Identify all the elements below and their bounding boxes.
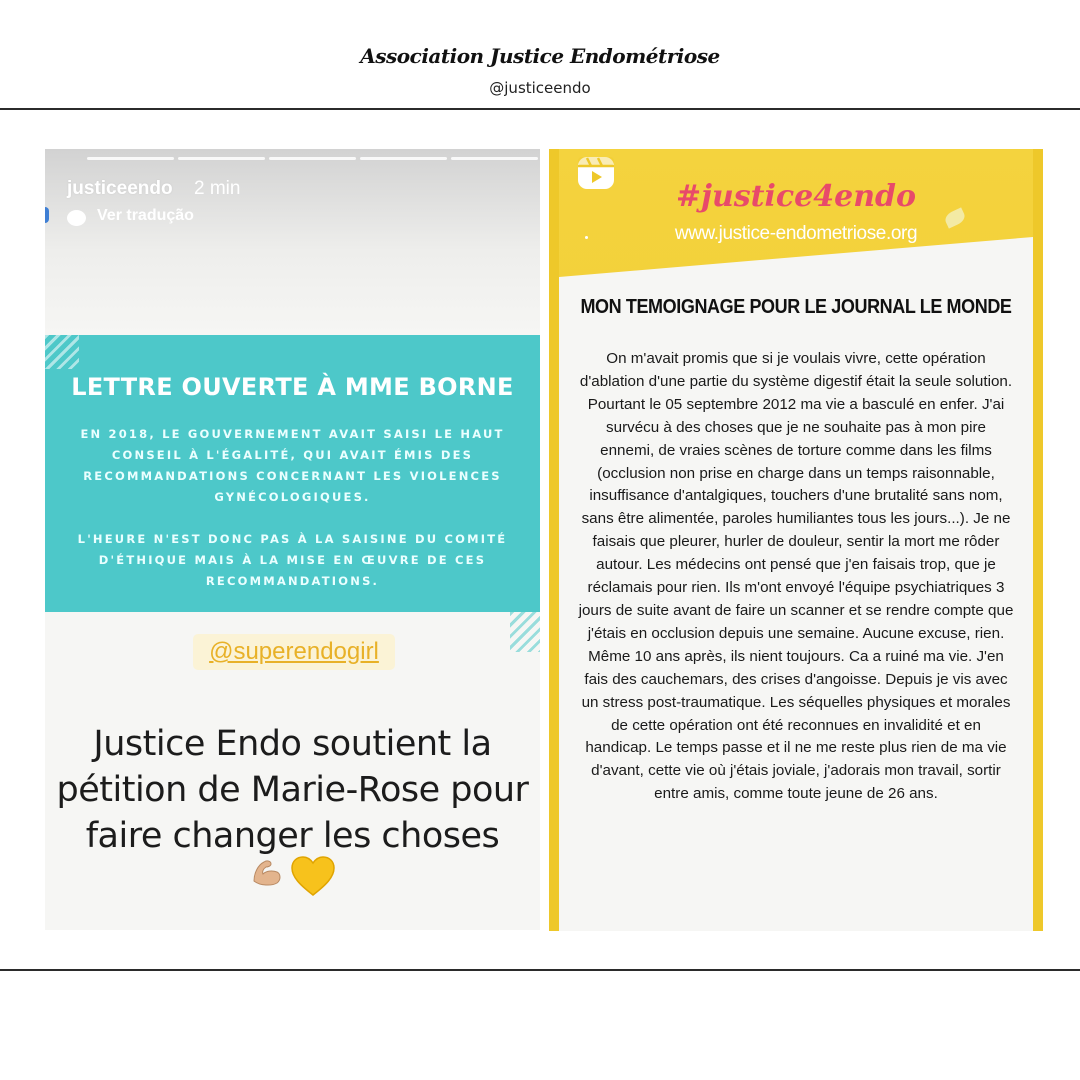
story-header [45, 149, 540, 335]
caption-line: faire changer les choses [85, 816, 500, 856]
reel-screenshot [549, 149, 1043, 931]
story-progress-bar [87, 157, 538, 160]
account-handle: @justiceendo [489, 79, 591, 97]
page-title: Association Justice Endométriose [360, 44, 720, 68]
hashtag: #justice4endo [675, 179, 917, 214]
open-letter-card [45, 335, 540, 612]
top-divider [0, 108, 1080, 110]
caption-line: Justice Endo soutient la [93, 724, 492, 764]
testimony-heading: MON TEMOIGNAGE POUR LE JOURNAL LE MONDE [580, 294, 1012, 318]
decorative-stripes [45, 335, 79, 369]
emoji-row [45, 855, 540, 897]
story-screenshot [45, 149, 540, 930]
speech-bubble-icon [67, 210, 86, 226]
mention-sticker[interactable]: @superendogirl [193, 634, 395, 670]
open-letter-title: LETTRE OUVERTE À MME BORNE [71, 373, 514, 401]
open-letter-paragraph: L'HEURE N'EST DONC PAS À LA SAISINE DU COMITÉ D'ÉTHIQUE MAIS À LA MISE EN ŒUVRE DE CES RECOMMANDATIONS. [77, 532, 508, 588]
flexed-biceps-icon [250, 855, 284, 889]
avatar[interactable] [45, 207, 49, 223]
translate-link[interactable]: Ver tradução [97, 207, 194, 224]
story-caption [45, 721, 540, 859]
website-url: www.justice-endometriose.org [674, 223, 918, 244]
story-timestamp: 2 min [194, 178, 241, 199]
caption-line: pétition de Marie-Rose pour [56, 770, 529, 810]
bottom-divider [0, 969, 1080, 971]
testimony-text: On m'avait promis que si je voulais vivre, cette opération d'ablation d'une partie du système digestif était la seule solution. Pourtant le 05 septembre 2012 ma vie a basculé en enfer. J'ai survécu à des choses que je ne souhaite pas à mon pire ennemi, de vraies scènes de torture comme dans les films (occlusion non prise en charge dans un temps raisonnable, insuffisance d'antalgiques, touchers d'une brutalité sans nom, sans être alimentée, paroles humiliantes tous les jours...). Je ne faisais que pleurer, hurler de douleur, sentir la mort me rôder autour. Les médecins ont pensé que j'en faisais trop, que je réclamais pour rien. Ils m'ont envoyé l'équipe psychiatriques 3 jours de suite avant de faire un scanner et se rendre compte que j'étais en occlusion depuis une semaine. Aucune excuse, rien. Même 10 ans après, ils nient toujours. Ca a ruiné ma vie. J'en fais des cauchemars, des crises d'angoisse. Depuis je vis avec un stress post-traumatique. Les séquelles physiques et morales de cette opération ont été reconnues en invalidité et en handicap. Le temps passe et il ne me reste plus rien de ma vie d'avant, cette vie où j'étais joviale, j'adorais mon travail, sortir entre amis, comme toute jeune de 26 ans. [578, 350, 1014, 803]
decorative-stripes [510, 612, 540, 652]
open-letter-paragraph: EN 2018, LE GOUVERNEMENT AVAIT SAISI LE HAUT CONSEIL À L'ÉGALITÉ, QUI AVAIT ÉMIS DES RECOMMANDATIONS CONCERNANT LES VIOLENCES GYNÉCOLOGIQUES. [80, 427, 505, 504]
story-username[interactable]: justiceendo [67, 178, 173, 199]
yellow-heart-icon [290, 855, 336, 897]
